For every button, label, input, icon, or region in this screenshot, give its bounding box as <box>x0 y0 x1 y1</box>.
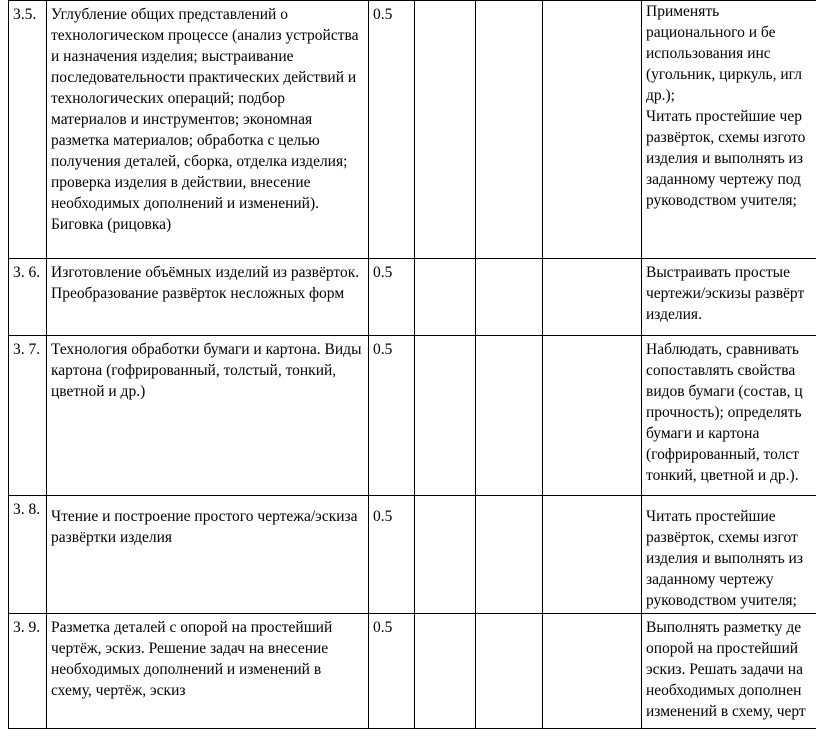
empty-cell <box>543 496 642 614</box>
curriculum-table <box>8 0 816 729</box>
hours-cell: 0.5 <box>369 336 415 496</box>
hours-cell: 0.5 <box>369 1 415 259</box>
empty-cell <box>543 614 642 729</box>
row-number: 3. 6. <box>9 259 47 336</box>
table-row <box>9 614 816 729</box>
hours-cell: 0.5 <box>369 614 415 729</box>
row-number: 3.5. <box>9 1 47 259</box>
topic-cell: Чтение и построение простого чертежа/эскиза развёртки изделия <box>47 496 369 614</box>
empty-cell <box>476 614 543 729</box>
empty-cell <box>476 1 543 259</box>
activity-cell: Выполнять разметку де опорой на простейший эскиз. Решать задачи на необходимых дополнен изменений в схему, черт <box>642 614 816 729</box>
topic-cell: Разметка деталей с опорой на простейший чертёж, эскиз. Решение задач на внесение необходимых дополнений и изменений в схему, чертёж, эскиз <box>47 614 369 729</box>
topic-cell: Углубление общих представлений о технологическом процессе (анализ устройства и назначения изделия; выстраивание последовательности практических действий и технологических операций; подбор материалов и инструментов; экономная разметка материалов; обработка с целью получения деталей, сборка, отделка изделия; проверка изделия в действии, внесение необходимых дополнений и изменений). Биговка (рицовка) <box>47 1 369 259</box>
hours-cell: 0.5 <box>369 259 415 336</box>
empty-cell <box>415 336 476 496</box>
topic-cell: Изготовление объёмных изделий из развёрток. Преобразование развёрток несложных форм <box>47 259 369 336</box>
hours-cell: 0.5 <box>369 496 415 614</box>
table-row <box>9 336 816 496</box>
activity-cell: Применять рационального и бе использования инс (угольник, циркуль, игл др.); Читать простейшие чер развёрток, схемы изгото изделия и выполнять из заданному чертежу под руководством учителя; <box>642 1 816 259</box>
empty-cell <box>415 614 476 729</box>
row-number: 3. 7. <box>9 336 47 496</box>
empty-cell <box>415 259 476 336</box>
row-number: 3. 9. <box>9 614 47 729</box>
empty-cell <box>415 1 476 259</box>
empty-cell <box>543 336 642 496</box>
table-row <box>9 496 816 614</box>
empty-cell <box>415 496 476 614</box>
empty-cell <box>476 496 543 614</box>
empty-cell <box>543 1 642 259</box>
activity-cell: Выстраивать простые чертежи/эскизы развёрт изделия. <box>642 259 816 336</box>
empty-cell <box>476 336 543 496</box>
topic-cell: Технология обработки бумаги и картона. Виды картона (гофрированный, толстый, тонкий, цветной и др.) <box>47 336 369 496</box>
empty-cell <box>476 259 543 336</box>
row-number: 3. 8. <box>9 496 47 614</box>
activity-cell: Наблюдать, сравнивать сопоставлять свойства видов бумаги (состав, ц прочность); определять бумаги и картона (гофрированный, толст тонкий, цветной и др.). <box>642 336 816 496</box>
activity-cell: Читать простейшие развёрток, схемы изгот изделия и выполнять из заданному чертежу руководством учителя; <box>642 496 816 614</box>
empty-cell <box>543 259 642 336</box>
table-row <box>9 1 816 259</box>
table-row <box>9 259 816 336</box>
